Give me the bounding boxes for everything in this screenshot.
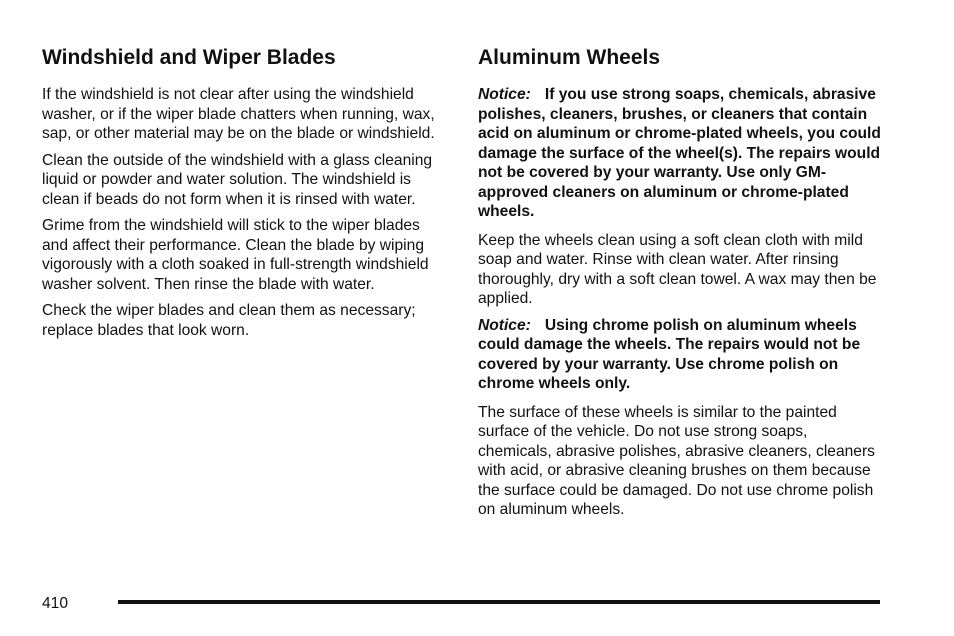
section-title-aluminum-wheels: Aluminum Wheels bbox=[478, 46, 661, 69]
notice-text: If you use strong soaps, chemicals, abrasive polishes, cleaners, brushes, or cleaners that contain acid on aluminum or chrome-plated wheels, you could damage the surface of the wheel(s). The repairs would not be covered by your warranty. Use only GM-approved cleaners on aluminum or chrome-plated wheels. bbox=[478, 86, 881, 220]
body-paragraph: The surface of these wheels is similar to the painted surface of the vehicle. Do not use strong soaps, chemicals, abrasive polishes, abrasive cleaners, cleaners with acid, or abrasive cleaning brushes on them because the surface could be damaged. Do not use chrome polish on aluminum wheels. bbox=[478, 403, 875, 518]
body-paragraph: If the windshield is not clear after using the windshield washer, or if the wiper blade chatters when running, wax, sap, or other material may be on the blade or windshield. bbox=[42, 86, 435, 142]
page-number: 410 bbox=[42, 595, 69, 612]
body-paragraph: Grime from the windshield will stick to the wiper blades and affect their performance. Clean the blade by wiping vigorously with a cloth soaked in full-strength windshield washer solvent. Then rinse the blade with water. bbox=[42, 217, 429, 293]
section-title-windshield: Windshield and Wiper Blades bbox=[42, 46, 336, 69]
notice-text: Using chrome polish on aluminum wheels could damage the wheels. The repairs would not be covered by your warranty. Use chrome polish on chrome wheels only. bbox=[478, 316, 861, 392]
body-paragraph: Clean the outside of the windshield with a glass cleaning liquid or powder and water solution. The windshield is clean if beads do not form when it is rinsed with water. bbox=[42, 151, 433, 208]
notice-block bbox=[478, 316, 882, 394]
notice-label: Notice: bbox=[478, 316, 531, 334]
body-paragraph: Check the wiper blades and clean them as necessary; replace blades that look worn. bbox=[42, 302, 416, 339]
left-column bbox=[42, 44, 438, 347]
notice-block bbox=[478, 85, 882, 222]
body-paragraph: Keep the wheels clean using a soft clean cloth with mild soap and water. Rinse with clean water. After rinsing thoroughly, dry with a soft clean towel. A wax may then be applied. bbox=[478, 231, 877, 307]
notice-label: Notice: bbox=[478, 86, 531, 103]
right-column bbox=[478, 44, 882, 527]
footer-rule bbox=[118, 600, 880, 604]
